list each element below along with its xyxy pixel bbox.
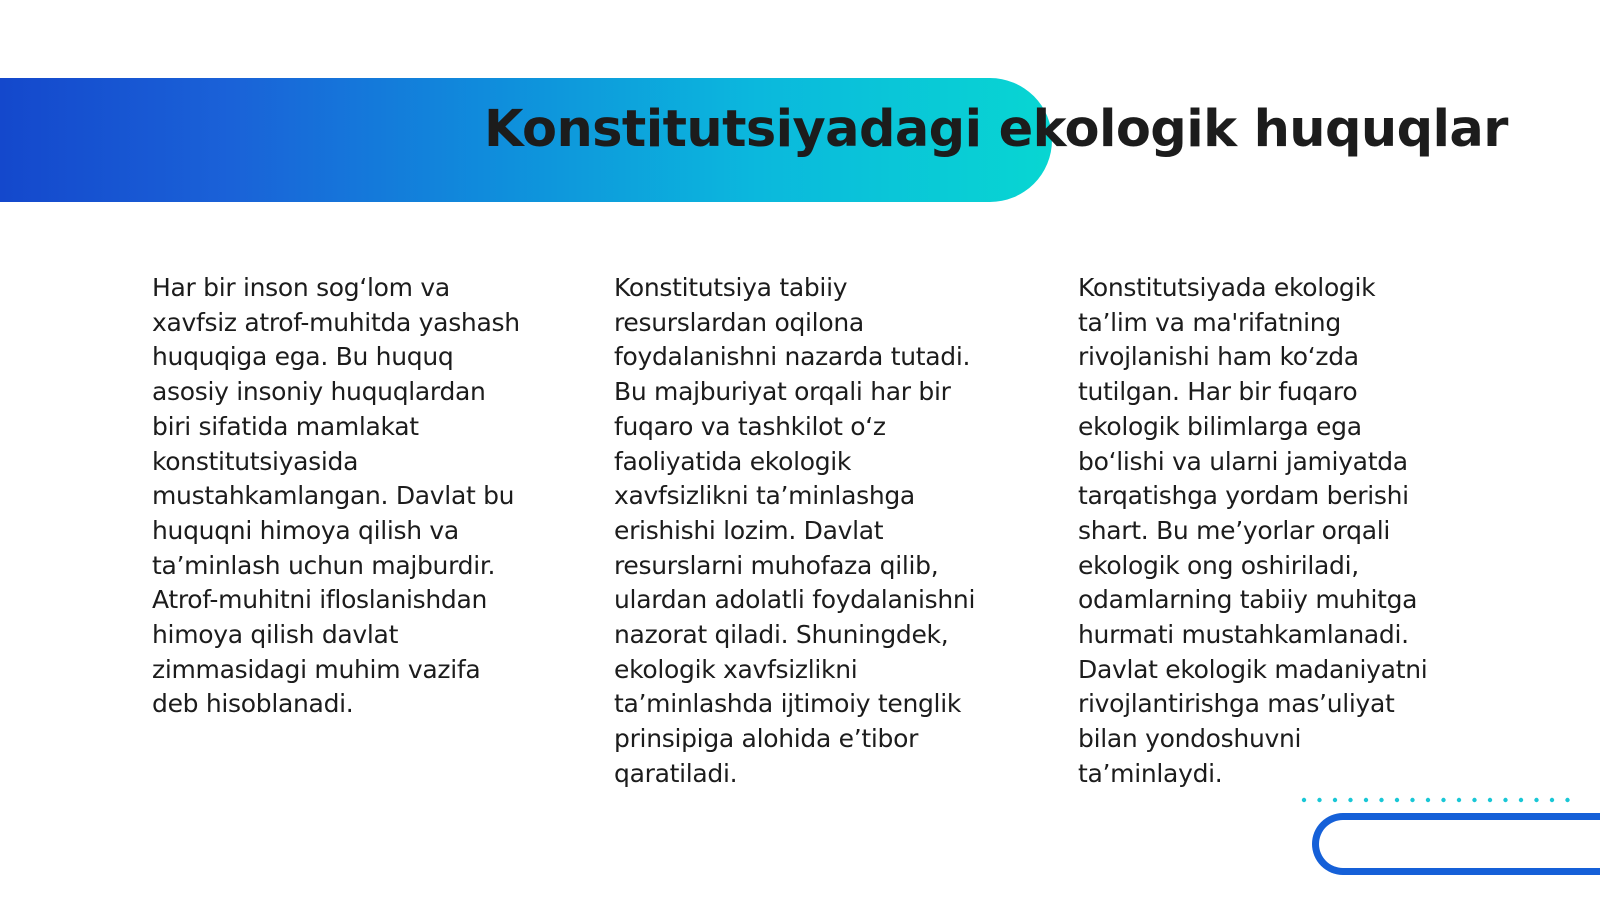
decorative-dot — [1302, 798, 1306, 802]
text-column-2: Konstitutsiya tabiiy resurslardan oqilona foydalanishni nazarda tutadi. Bu majburiyat orqali har bir fuqaro va tashkilot o‘z faoliyatida ekologik xavfsizlikni ta’minlashga erishishi lozim. Davlat resurslarni muhofaza qilib, ulardan adolatli foydalanishni nazorat qiladi. Shuningdek, ekologik xavfsizlikni ta’minlashda ijtimoiy tenglik prinsipiga alohida e’tibor qaratiladi. — [614, 273, 976, 788]
decorative-dot — [1348, 798, 1352, 802]
text-column-3: Konstitutsiyada ekologik ta’lim va ma'rifatning rivojlanishi ham ko‘zda tutilgan. Har bir fuqaro ekologik bilimlarga ega bo‘lishi va ularni jamiyatda tarqatishga yordam berishi shart. Bu me’yorlar orqali ekologik ong oshiriladi, odamlarning tabiiy muhitga hurmati mustahkamlanadi. Davlat ekologik madaniyatni rivojlantirishga mas’uliyat bilan yondoshuvni ta’minlaydi. — [1078, 273, 1428, 788]
decorative-dot — [1519, 798, 1523, 802]
decorative-dot — [1379, 798, 1383, 802]
decorative-dot — [1410, 798, 1414, 802]
decorative-dot — [1333, 798, 1337, 802]
decorative-pill-outline — [1312, 813, 1600, 875]
decorative-dot — [1550, 798, 1554, 802]
text-column-1: Har bir inson sog‘lom va xavfsiz atrof-muhitda yashash huquqiga ega. Bu huquq asosiy insoniy huquqlardan biri sifatida mamlakat konstitutsiyasida mustahkamlangan. Davlat bu huquqni himoya qilish va ta’minlash uchun majburdir. Atrof-muhitni ifloslanishdan himoya qilish davlat zimmasidagi muhim vazifa deb hisoblanadi. — [152, 273, 520, 719]
decorative-dot — [1441, 798, 1445, 802]
decorative-dot — [1565, 798, 1569, 802]
decorative-dots — [1300, 796, 1580, 804]
decorative-dot — [1488, 798, 1492, 802]
decorative-dot — [1503, 798, 1507, 802]
decorative-dot — [1534, 798, 1538, 802]
decorative-dot — [1426, 798, 1430, 802]
slide-title: Konstitutsiyadagi ekologik huquqlar — [484, 100, 1508, 159]
decorative-dot — [1457, 798, 1461, 802]
decorative-dot — [1364, 798, 1368, 802]
decorative-dot — [1472, 798, 1476, 802]
decorative-dot — [1395, 798, 1399, 802]
decorative-dot — [1317, 798, 1321, 802]
